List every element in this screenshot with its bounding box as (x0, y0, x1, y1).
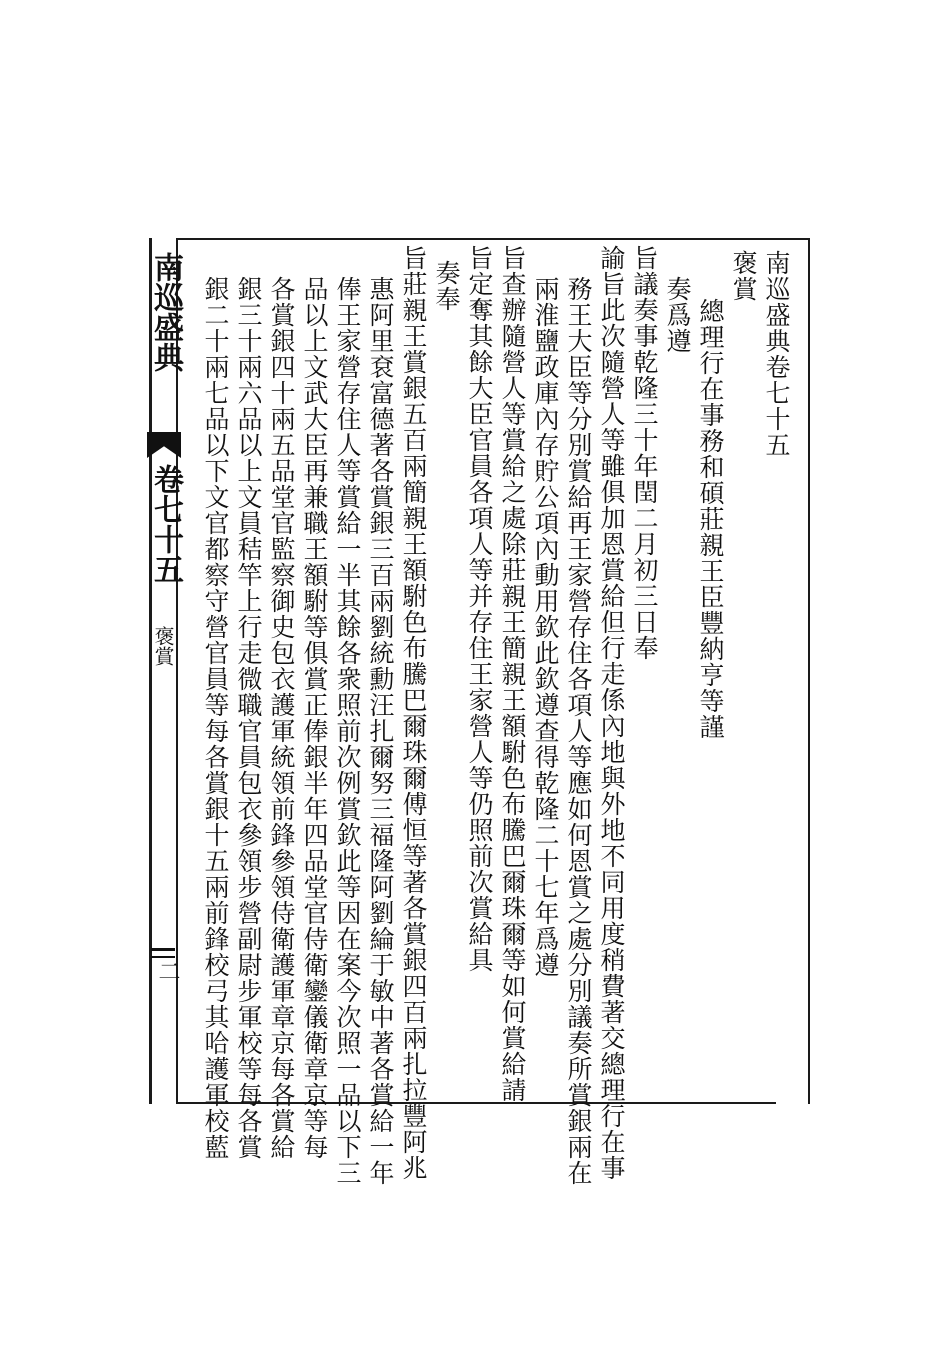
column-5: 旨議奏事乾隆三十年閏二月初三日奉 (630, 245, 659, 661)
strip-divider-lower (151, 956, 175, 958)
column-11: 奏奉 (432, 260, 461, 312)
column-12: 旨莊親王賞銀五百兩簡親王額駙色布騰巴爾珠爾傅恒等著各賞銀四百兩扎拉豐阿兆 (399, 245, 428, 1181)
frame-right-border (808, 238, 810, 1104)
column-18: 銀二十兩七品以下文官都察守營官員等每各賞銀十五兩前鋒校弓其哈護軍校藍 (201, 276, 230, 1160)
margin-section: 褒賞 (151, 626, 175, 666)
column-14: 俸王家營存住人等賞給一半其餘各衆照前次例賞欽此等因在案今次照一品以下三 (333, 276, 362, 1186)
margin-page-number: 二 (155, 960, 180, 982)
margin-book-title: 南巡盛典 (148, 252, 183, 372)
column-13: 惠阿里袞富德著各賞銀三百兩劉統勳汪扎爾努三福隆阿劉綸于敏中著各賞給一年 (366, 276, 395, 1186)
column-8: 兩淮鹽政庫內存貯公項內動用欽此欽遵查得乾隆二十七年爲遵 (531, 276, 560, 978)
column-9: 旨查辦隨營人等賞給之處除莊親王簡親王額駙色布騰巴爾珠爾等如何賞給請 (498, 245, 527, 1103)
column-15: 品以上文武大臣再兼職王額駙等俱賞正俸銀半年四品堂官侍衛鑾儀衛章京等每 (300, 276, 329, 1160)
fishtail-mark-icon (147, 432, 181, 458)
column-17: 銀三十兩六品以上文員秸竿上行走微職官員包衣參領步營副尉步軍校等每各賞 (234, 276, 263, 1160)
column-10: 旨定奪其餘大臣官員各項人等并存住王家營人等仍照前次賞給具 (465, 245, 494, 973)
column-16: 各賞銀四十兩五品堂官監察御史包衣護軍統領前鋒參領侍衛護軍章京每各賞給 (267, 276, 296, 1160)
column-7: 務王大臣等分別賞給再王家營存住各項人等應如何恩賞之處分別議奏所賞銀兩在 (564, 276, 593, 1186)
column-2-section-heading: 褒賞 (729, 250, 758, 302)
column-4: 奏爲遵 (663, 276, 692, 354)
strip-divider (151, 948, 175, 951)
margin-volume: 卷七十五 (148, 464, 183, 584)
column-6: 諭旨此次隨營人等雖俱加恩賞給但行走係內地與外地不同用度稍費著交總理行在事 (597, 245, 626, 1181)
column-3: 總理行在事務和碩莊親王臣豐納亨等謹 (696, 298, 725, 740)
frame-top-border (176, 238, 810, 240)
column-1-volume-heading: 南巡盛典卷七十五 (762, 250, 791, 458)
